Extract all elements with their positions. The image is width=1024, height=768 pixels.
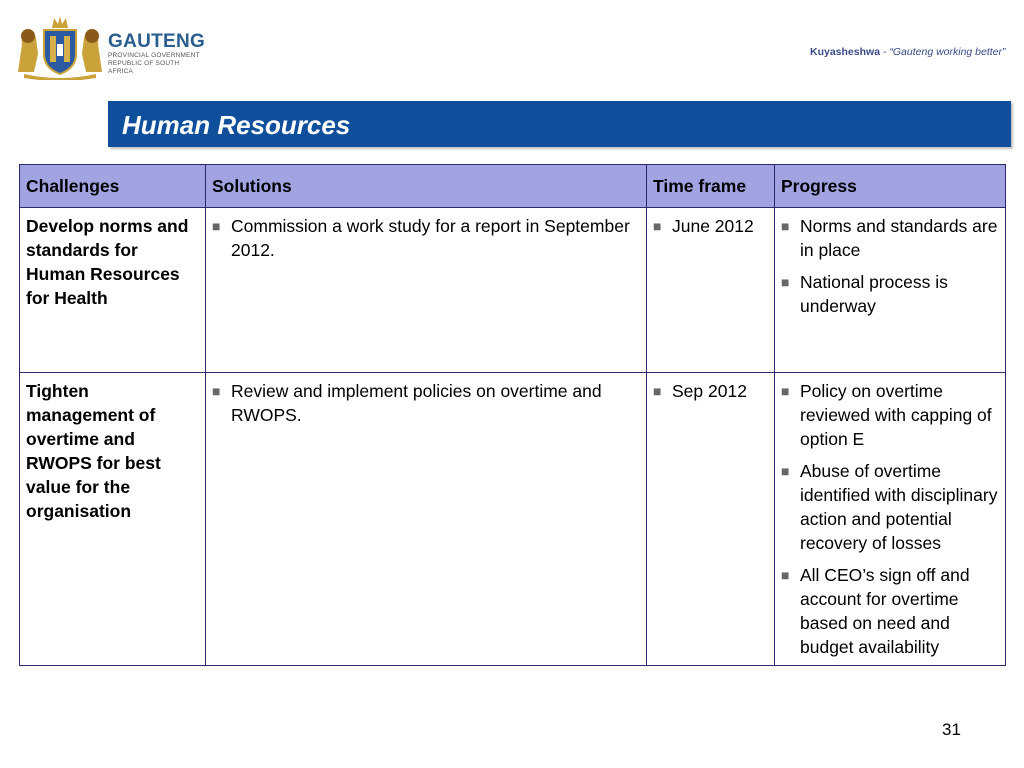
list-item: [653, 214, 768, 238]
logo-subtitle-1: PROVINCIAL GOVERNMENT: [108, 52, 200, 59]
logo-name: GAUTENG: [108, 31, 206, 52]
bullet-text: Abuse of overtime identified with disciplinary action and potential recovery of losses: [800, 461, 998, 553]
bullet-text: All CEO’s sign off and account for overtime based on need and budget availability: [800, 565, 970, 657]
timeframe-cell: [647, 373, 775, 666]
square-bullet-icon: ■: [653, 383, 662, 399]
title-bar: [108, 101, 1011, 147]
list-item: [781, 379, 999, 451]
bullet-text: Review and implement policies on overtime and RWOPS.: [231, 381, 602, 425]
slide-title: Human Resources: [122, 110, 351, 140]
column-header-progress: Progress: [775, 165, 1006, 208]
square-bullet-icon: ■: [781, 274, 790, 290]
list-item: [653, 379, 768, 403]
table-row: [20, 373, 1006, 666]
column-header-solutions: Solutions: [206, 165, 647, 208]
bullet-text: Policy on overtime reviewed with capping of option E: [800, 381, 992, 449]
page-number: 31: [942, 720, 961, 739]
coat-of-arms-icon: [14, 14, 106, 80]
slide-header: [0, 0, 1024, 95]
list-item: [781, 459, 999, 555]
square-bullet-icon: ■: [781, 383, 790, 399]
square-bullet-icon: ■: [653, 218, 662, 234]
square-bullet-icon: ■: [781, 218, 790, 234]
list-item: [781, 270, 999, 318]
challenge-cell: Develop norms and standards for Human Resources for Health: [20, 208, 206, 373]
column-header-time-frame: Time frame: [647, 165, 775, 208]
tagline: [810, 46, 1006, 58]
gauteng-logo: [14, 14, 206, 80]
table-header-row: [20, 165, 1006, 208]
table-row: [20, 208, 1006, 373]
logo-text: [108, 32, 205, 76]
progress-cell: [775, 373, 1006, 666]
list-item: [781, 214, 999, 262]
bullet-text: June 2012: [672, 216, 754, 236]
tagline-italic: “Gauteng working better”: [889, 46, 1006, 58]
bullet-text: Norms and standards are in place: [800, 216, 998, 260]
square-bullet-icon: ■: [781, 463, 790, 479]
list-item: [781, 563, 999, 659]
tagline-bold: Kuyasheshwa: [810, 46, 881, 58]
timeframe-cell: [647, 208, 775, 373]
bullet-text: Sep 2012: [672, 381, 747, 401]
challenge-cell: Tighten management of overtime and RWOPS for best value for the organisation: [20, 373, 206, 666]
list-item: [212, 379, 640, 427]
bullet-text: Commission a work study for a report in September 2012.: [231, 216, 630, 260]
square-bullet-icon: ■: [781, 567, 790, 583]
solutions-cell: [206, 208, 647, 373]
square-bullet-icon: ■: [212, 218, 221, 234]
hr-table: [19, 164, 1006, 666]
list-item: [212, 214, 640, 262]
bullet-text: National process is underway: [800, 272, 948, 316]
tagline-separator: -: [880, 46, 890, 58]
square-bullet-icon: ■: [212, 383, 221, 399]
progress-cell: [775, 208, 1006, 373]
logo-subtitle-2: REPUBLIC OF SOUTH AFRICA: [108, 60, 180, 75]
column-header-challenges: Challenges: [20, 165, 206, 208]
solutions-cell: [206, 373, 647, 666]
